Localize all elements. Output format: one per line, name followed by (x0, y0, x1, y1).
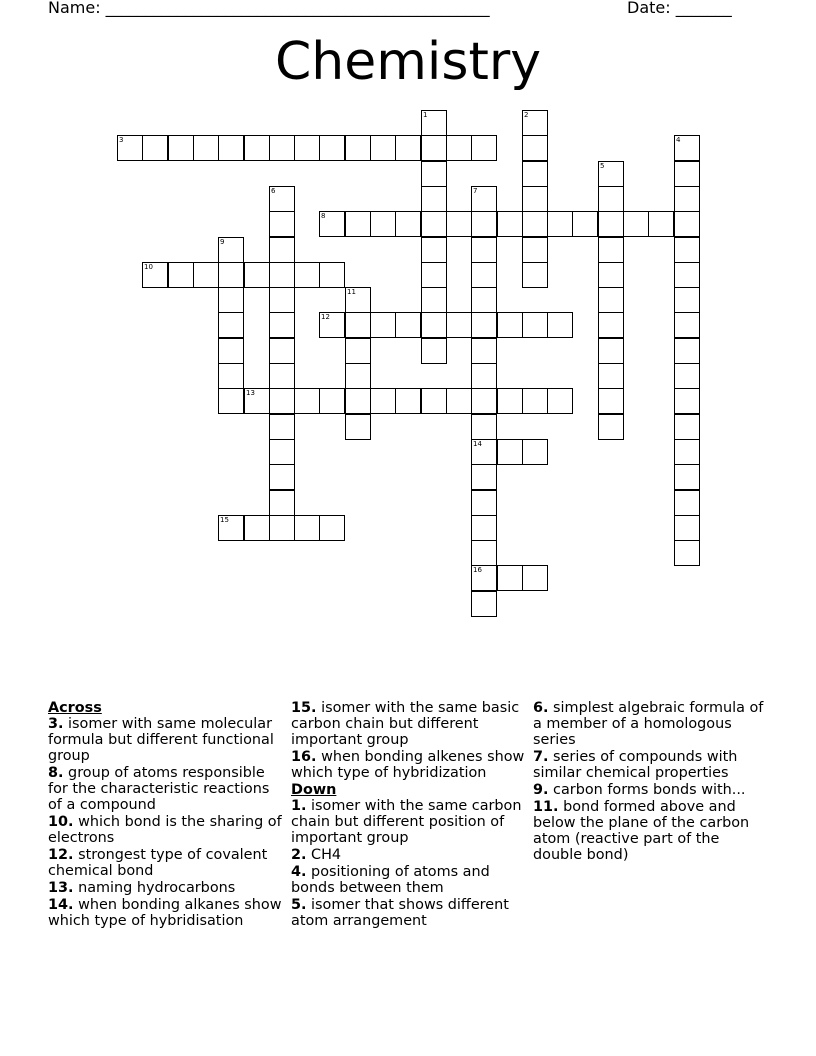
clue-number: 12. (48, 847, 74, 863)
grid-cell[interactable] (269, 338, 295, 364)
grid-cell[interactable] (395, 135, 421, 161)
cell-number: 7 (473, 187, 478, 195)
grid-cell[interactable] (471, 439, 497, 465)
grid-cell[interactable] (244, 388, 270, 414)
grid-cell[interactable] (522, 161, 548, 187)
clue-across-16 (291, 749, 527, 781)
grid-cell[interactable] (395, 211, 421, 237)
grid-cell[interactable] (168, 135, 194, 161)
grid-cell[interactable] (269, 186, 295, 212)
clue-text: strongest type of covalent chemical bond (48, 847, 268, 879)
across-heading: Across (48, 700, 102, 716)
grid-cell[interactable] (674, 161, 700, 187)
grid-cell[interactable] (598, 262, 624, 288)
cell-number: 6 (271, 187, 276, 195)
clue-number: 6. (533, 700, 549, 716)
grid-cell[interactable] (244, 262, 270, 288)
clues-column-3 (533, 700, 769, 864)
grid-cell[interactable] (218, 135, 244, 161)
grid-cell[interactable] (674, 237, 700, 263)
grid-cell[interactable] (471, 363, 497, 389)
grid-cell[interactable] (446, 312, 472, 338)
grid-cell[interactable] (471, 515, 497, 541)
grid-cell[interactable] (319, 135, 345, 161)
grid-cell[interactable] (319, 388, 345, 414)
grid-cell[interactable] (421, 135, 447, 161)
grid-cell[interactable] (522, 237, 548, 263)
clue-number: 1. (291, 798, 307, 814)
grid-cell[interactable] (421, 262, 447, 288)
clue-number: 16. (291, 749, 317, 765)
grid-cell[interactable] (421, 110, 447, 136)
grid-cell[interactable] (319, 312, 345, 338)
clue-text: isomer that shows different atom arrangement (291, 897, 509, 929)
grid-cell[interactable] (269, 515, 295, 541)
clue-down-6 (533, 700, 769, 748)
grid-cell[interactable] (674, 312, 700, 338)
grid-cell[interactable] (497, 388, 523, 414)
cell-number: 14 (473, 440, 482, 448)
grid-cell[interactable] (395, 312, 421, 338)
cell-number: 11 (347, 288, 356, 296)
grid-cell[interactable] (421, 186, 447, 212)
grid-cell[interactable] (674, 515, 700, 541)
grid-cell[interactable] (421, 338, 447, 364)
grid-cell[interactable] (547, 388, 573, 414)
cell-number: 9 (220, 238, 225, 246)
grid-cell[interactable] (522, 565, 548, 591)
grid-cell[interactable] (269, 388, 295, 414)
clue-across-12 (48, 847, 284, 879)
grid-cell[interactable] (244, 135, 270, 161)
grid-cell[interactable] (269, 237, 295, 263)
grid-cell[interactable] (471, 338, 497, 364)
clue-number: 9. (533, 782, 549, 798)
grid-cell[interactable] (471, 565, 497, 591)
grid-cell[interactable] (674, 211, 700, 237)
grid-cell[interactable] (319, 211, 345, 237)
grid-cell[interactable] (218, 515, 244, 541)
grid-cell[interactable] (421, 388, 447, 414)
grid-cell[interactable] (674, 262, 700, 288)
clue-number: 4. (291, 864, 307, 880)
grid-cell[interactable] (345, 363, 371, 389)
grid-cell[interactable] (446, 388, 472, 414)
grid-cell[interactable] (345, 388, 371, 414)
grid-cell[interactable] (471, 312, 497, 338)
grid-cell[interactable] (269, 211, 295, 237)
grid-cell[interactable] (446, 211, 472, 237)
date-field-label[interactable]: Date: _______ (627, 0, 732, 17)
clue-number: 2. (291, 847, 307, 863)
grid-cell[interactable] (345, 211, 371, 237)
grid-cell[interactable] (269, 312, 295, 338)
grid-cell[interactable] (142, 262, 168, 288)
clue-across-13 (48, 880, 284, 896)
grid-cell[interactable] (674, 439, 700, 465)
clue-down-11 (533, 799, 769, 863)
grid-cell[interactable] (598, 312, 624, 338)
grid-cell[interactable] (244, 515, 270, 541)
grid-cell[interactable] (269, 135, 295, 161)
grid-cell[interactable] (345, 414, 371, 440)
clue-across-10 (48, 814, 284, 846)
clue-text: CH4 (306, 847, 342, 863)
clue-across-3 (48, 716, 284, 764)
grid-cell[interactable] (294, 388, 320, 414)
grid-cell[interactable] (218, 262, 244, 288)
grid-cell[interactable] (522, 211, 548, 237)
grid-cell[interactable] (522, 388, 548, 414)
clue-number: 15. (291, 700, 317, 716)
grid-cell[interactable] (471, 135, 497, 161)
grid-cell[interactable] (674, 490, 700, 516)
grid-cell[interactable] (598, 237, 624, 263)
grid-cell[interactable] (193, 262, 219, 288)
clue-number: 14. (48, 897, 74, 913)
grid-cell[interactable] (598, 186, 624, 212)
grid-cell[interactable] (497, 211, 523, 237)
grid-cell[interactable] (218, 312, 244, 338)
grid-cell[interactable] (345, 287, 371, 313)
clue-text: isomer with same molecular formula but different functional group (48, 716, 274, 764)
grid-cell[interactable] (522, 186, 548, 212)
grid-cell[interactable] (395, 388, 421, 414)
clue-text: carbon forms bonds with... (548, 782, 746, 798)
clue-number: 11. (533, 799, 559, 815)
grid-cell[interactable] (674, 388, 700, 414)
grid-cell[interactable] (674, 135, 700, 161)
grid-cell[interactable] (471, 591, 497, 617)
cell-number: 4 (676, 136, 681, 144)
grid-cell[interactable] (522, 135, 548, 161)
grid-cell[interactable] (269, 414, 295, 440)
grid-cell[interactable] (471, 388, 497, 414)
cell-number: 15 (220, 516, 229, 524)
clue-text: group of atoms responsible for the characteristic reactions of a compound (48, 765, 270, 813)
clue-text: positioning of atoms and bonds between them (291, 864, 490, 896)
grid-cell[interactable] (497, 565, 523, 591)
clue-number: 5. (291, 897, 307, 913)
grid-cell[interactable] (294, 515, 320, 541)
clues-column-1 (48, 700, 284, 930)
grid-cell[interactable] (294, 135, 320, 161)
grid-cell[interactable] (674, 186, 700, 212)
clue-text: when bonding alkenes show which type of hybridization (291, 749, 525, 781)
grid-cell[interactable] (370, 388, 396, 414)
clue-text: isomer with the same carbon chain but different position of important group (291, 798, 522, 846)
grid-cell[interactable] (319, 262, 345, 288)
down-heading: Down (291, 782, 337, 798)
clue-text: series of compounds with similar chemical properties (533, 749, 738, 781)
grid-cell[interactable] (623, 211, 649, 237)
grid-cell[interactable] (522, 312, 548, 338)
grid-cell[interactable] (674, 363, 700, 389)
grid-cell[interactable] (218, 363, 244, 389)
grid-cell[interactable] (471, 186, 497, 212)
grid-cell[interactable] (294, 262, 320, 288)
grid-cell[interactable] (168, 262, 194, 288)
clue-number: 7. (533, 749, 549, 765)
grid-cell[interactable] (421, 161, 447, 187)
grid-cell[interactable] (421, 237, 447, 263)
grid-cell[interactable] (598, 338, 624, 364)
grid-cell[interactable] (421, 312, 447, 338)
cell-number: 16 (473, 566, 482, 574)
grid-cell[interactable] (345, 312, 371, 338)
grid-cell[interactable] (598, 414, 624, 440)
grid-cell[interactable] (471, 211, 497, 237)
grid-cell[interactable] (674, 464, 700, 490)
grid-cell[interactable] (370, 312, 396, 338)
clue-text: naming hydrocarbons (73, 880, 236, 896)
grid-cell[interactable] (598, 363, 624, 389)
clue-down-7 (533, 749, 769, 781)
grid-cell[interactable] (572, 211, 598, 237)
grid-cell[interactable] (674, 338, 700, 364)
grid-cell[interactable] (471, 464, 497, 490)
grid-cell[interactable] (471, 287, 497, 313)
grid-cell[interactable] (446, 135, 472, 161)
grid-cell[interactable] (674, 540, 700, 566)
clue-across-14 (48, 897, 284, 929)
cell-number: 1 (423, 111, 428, 119)
grid-cell[interactable] (421, 211, 447, 237)
grid-cell[interactable] (522, 262, 548, 288)
grid-cell[interactable] (193, 135, 219, 161)
grid-cell[interactable] (598, 211, 624, 237)
clue-text: bond formed above and below the plane of the carbon atom (reactive part of the double bond) (533, 799, 750, 863)
grid-cell[interactable] (319, 515, 345, 541)
grid-cell[interactable] (471, 540, 497, 566)
grid-cell[interactable] (269, 262, 295, 288)
grid-cell[interactable] (547, 312, 573, 338)
clue-number: 3. (48, 716, 64, 732)
grid-cell[interactable] (522, 110, 548, 136)
clue-across-15 (291, 700, 527, 748)
grid-cell[interactable] (117, 135, 143, 161)
grid-cell[interactable] (471, 262, 497, 288)
clue-down-9 (533, 782, 769, 798)
clue-text: which bond is the sharing of electrons (48, 814, 282, 846)
grid-cell[interactable] (674, 414, 700, 440)
grid-cell[interactable] (598, 287, 624, 313)
grid-cell[interactable] (218, 388, 244, 414)
grid-cell[interactable] (497, 439, 523, 465)
clues-column-2 (291, 700, 527, 930)
clue-down-5 (291, 897, 527, 929)
clue-number: 8. (48, 765, 64, 781)
grid-cell[interactable] (269, 363, 295, 389)
clue-text: when bonding alkanes show which type of hybridisation (48, 897, 282, 929)
grid-cell[interactable] (269, 490, 295, 516)
cell-number: 3 (119, 136, 124, 144)
cell-number: 8 (321, 212, 326, 220)
grid-cell[interactable] (598, 388, 624, 414)
clue-across-8 (48, 765, 284, 813)
grid-cell[interactable] (471, 490, 497, 516)
grid-cell[interactable] (218, 237, 244, 263)
grid-cell[interactable] (471, 414, 497, 440)
clue-down-1 (291, 798, 527, 846)
clue-text: simplest algebraic formula of a member of a homologous series (533, 700, 764, 748)
cell-number: 13 (246, 389, 255, 397)
clue-number: 13. (48, 880, 74, 896)
grid-cell[interactable] (370, 135, 396, 161)
grid-cell[interactable] (547, 211, 573, 237)
grid-cell[interactable] (674, 287, 700, 313)
cell-number: 5 (600, 162, 605, 170)
grid-cell[interactable] (269, 287, 295, 313)
grid-cell[interactable] (142, 135, 168, 161)
grid-cell[interactable] (218, 338, 244, 364)
clue-number: 10. (48, 814, 74, 830)
grid-cell[interactable] (345, 338, 371, 364)
cell-number: 2 (524, 111, 529, 119)
grid-cell[interactable] (471, 237, 497, 263)
grid-cell[interactable] (648, 211, 674, 237)
clue-text: isomer with the same basic carbon chain but different important group (291, 700, 520, 748)
clue-down-2 (291, 847, 527, 863)
grid-cell[interactable] (497, 312, 523, 338)
grid-cell[interactable] (218, 287, 244, 313)
grid-cell[interactable] (421, 287, 447, 313)
page-title: Chemistry (275, 32, 541, 92)
clue-down-4 (291, 864, 527, 896)
grid-cell[interactable] (522, 439, 548, 465)
grid-cell[interactable] (370, 211, 396, 237)
name-field-label[interactable]: Name: ________________________________________________ (48, 0, 490, 17)
grid-cell[interactable] (269, 439, 295, 465)
grid-cell[interactable] (269, 464, 295, 490)
cell-number: 12 (321, 313, 330, 321)
grid-cell[interactable] (598, 161, 624, 187)
grid-cell[interactable] (345, 135, 371, 161)
cell-number: 10 (144, 263, 153, 271)
